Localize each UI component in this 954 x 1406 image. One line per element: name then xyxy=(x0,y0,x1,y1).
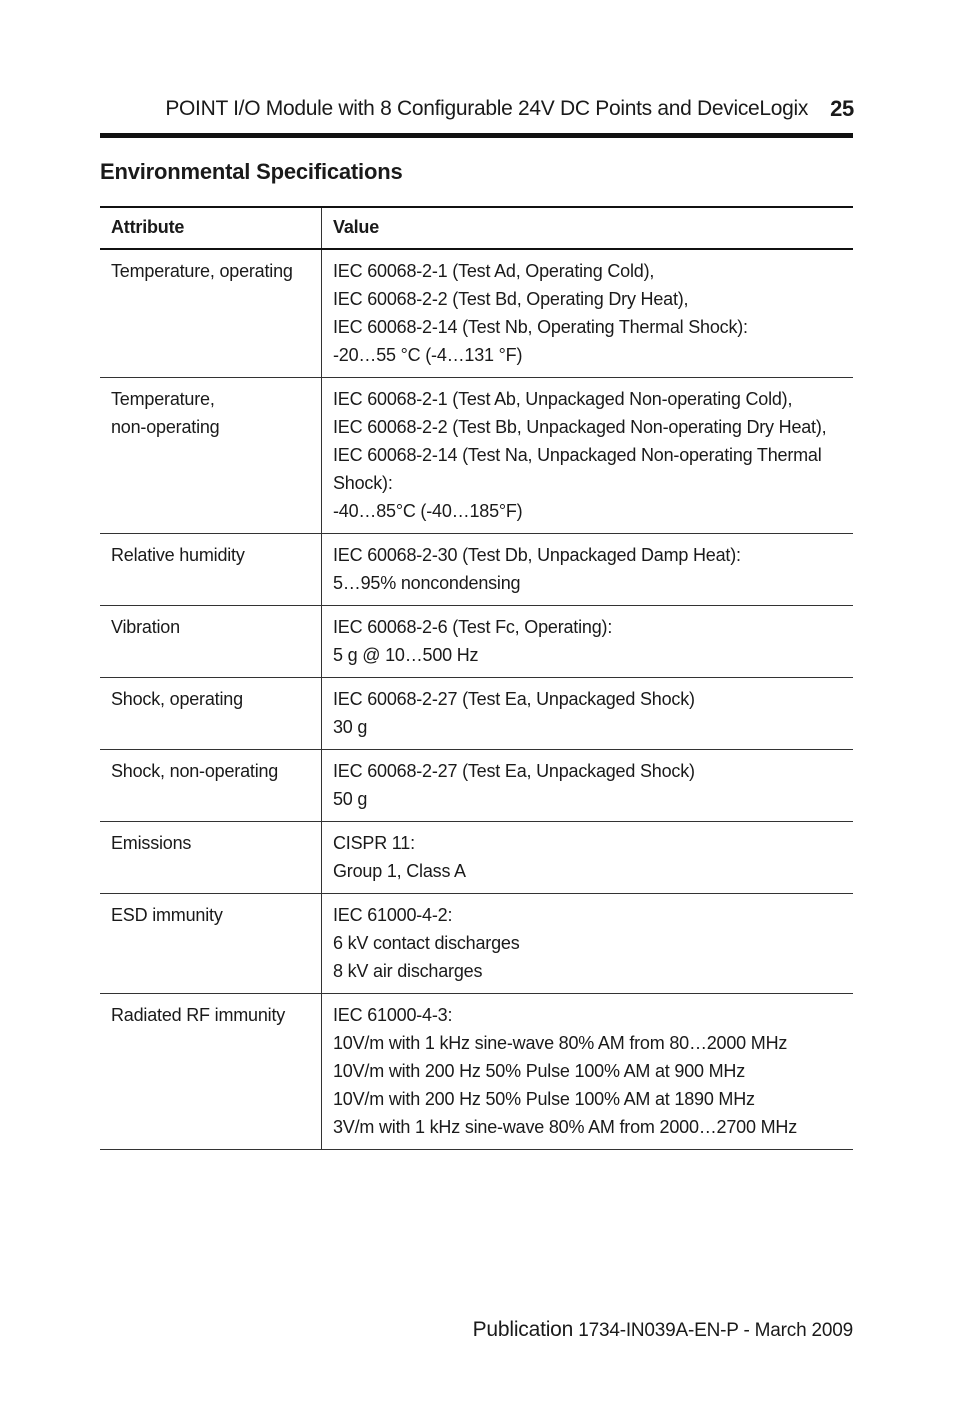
value-text: Shock): xyxy=(333,473,393,493)
value-text: -40…85°C (-40…185°F) xyxy=(333,501,523,521)
attribute-text: Shock, non-operating xyxy=(111,761,279,781)
value-cell xyxy=(322,534,854,606)
column-header-attribute: Attribute xyxy=(100,207,322,249)
table-body xyxy=(100,249,853,1150)
value-text: IEC 61000-4-3: xyxy=(333,1005,453,1025)
environmental-specs-table xyxy=(100,206,853,1150)
table-row xyxy=(100,994,853,1150)
table-row xyxy=(100,822,853,894)
value-cell xyxy=(322,378,854,534)
value-cell xyxy=(322,994,854,1150)
header-title: POINT I/O Module with 8 Configurable 24V DC Points and DeviceLogix xyxy=(165,97,809,120)
value-text: IEC 60068-2-1 (Test Ad, Operating Cold), xyxy=(333,261,655,281)
value-text: 3V/m with 1 kHz sine-wave 80% AM from 2000…2700 MHz xyxy=(333,1117,797,1137)
attribute-text: Shock, operating xyxy=(111,689,243,709)
header-rule xyxy=(100,133,853,138)
page-number: 25 xyxy=(830,96,854,121)
value-text: IEC 60068-2-14 (Test Na, Unpackaged Non-operating Thermal xyxy=(333,445,822,465)
value-text: Group 1, Class A xyxy=(333,861,466,881)
table-row xyxy=(100,249,853,378)
table-row xyxy=(100,534,853,606)
table-row xyxy=(100,894,853,994)
attribute-text: ESD immunity xyxy=(111,905,223,925)
attribute-cell xyxy=(100,894,322,994)
table-row xyxy=(100,606,853,678)
publication-id: 1734-IN039A-EN-P - March 2009 xyxy=(578,1320,853,1341)
value-cell xyxy=(322,678,854,750)
page-header xyxy=(100,92,854,126)
value-text: IEC 60068-2-1 (Test Ab, Unpackaged Non-operating Cold), xyxy=(333,389,793,409)
table-row xyxy=(100,750,853,822)
attribute-text: Radiated RF immunity xyxy=(111,1005,286,1025)
value-text: IEC 60068-2-2 (Test Bb, Unpackaged Non-operating Dry Heat), xyxy=(333,417,827,437)
value-text: IEC 60068-2-6 (Test Fc, Operating): xyxy=(333,617,613,637)
value-cell xyxy=(322,606,854,678)
attribute-cell xyxy=(100,606,322,678)
column-header-value: Value xyxy=(322,207,854,249)
attribute-cell xyxy=(100,750,322,822)
value-cell xyxy=(322,894,854,994)
attribute-text: Temperature, xyxy=(111,389,215,409)
footer-label: Publication xyxy=(472,1318,574,1341)
section-title: Environmental Specifications xyxy=(100,159,403,184)
value-text: IEC 60068-2-2 (Test Bd, Operating Dry Heat), xyxy=(333,289,689,309)
attribute-cell xyxy=(100,378,322,534)
value-text: CISPR 11: xyxy=(333,833,415,853)
value-text: 8 kV air discharges xyxy=(333,961,483,981)
value-text: 50 g xyxy=(333,789,368,809)
value-text: -20…55 °C (-4…131 °F) xyxy=(333,345,523,365)
attribute-text: Relative humidity xyxy=(111,545,245,565)
value-cell xyxy=(322,249,854,378)
attribute-cell xyxy=(100,678,322,750)
value-text: IEC 61000-4-2: xyxy=(333,905,453,925)
value-text: 5 g @ 10…500 Hz xyxy=(333,645,479,665)
footer xyxy=(473,1318,853,1342)
table-row xyxy=(100,678,853,750)
value-text: IEC 60068-2-27 (Test Ea, Unpackaged Shock) xyxy=(333,689,695,709)
attribute-text: Temperature, operating xyxy=(111,261,293,281)
attribute-text: non-operating xyxy=(111,417,220,437)
attribute-cell xyxy=(100,822,322,894)
value-text: IEC 60068-2-27 (Test Ea, Unpackaged Shock) xyxy=(333,761,695,781)
value-text: IEC 60068-2-14 (Test Nb, Operating Thermal Shock): xyxy=(333,317,748,337)
value-text: 10V/m with 200 Hz 50% Pulse 100% AM at 1890 MHz xyxy=(333,1089,755,1109)
attribute-cell xyxy=(100,994,322,1150)
value-cell xyxy=(322,750,854,822)
value-text: 6 kV contact discharges xyxy=(333,933,520,953)
value-text: 10V/m with 200 Hz 50% Pulse 100% AM at 900 MHz xyxy=(333,1061,746,1081)
attribute-cell xyxy=(100,534,322,606)
attribute-cell xyxy=(100,249,322,378)
value-text: 30 g xyxy=(333,717,368,737)
table-row xyxy=(100,378,853,534)
value-text: 5…95% noncondensing xyxy=(333,573,521,593)
attribute-text: Emissions xyxy=(111,833,192,853)
value-text: IEC 60068-2-30 (Test Db, Unpackaged Damp Heat): xyxy=(333,545,741,565)
table-header-row xyxy=(100,207,853,249)
attribute-text: Vibration xyxy=(111,617,180,637)
value-cell xyxy=(322,822,854,894)
value-text: 10V/m with 1 kHz sine-wave 80% AM from 80…2000 MHz xyxy=(333,1033,788,1053)
